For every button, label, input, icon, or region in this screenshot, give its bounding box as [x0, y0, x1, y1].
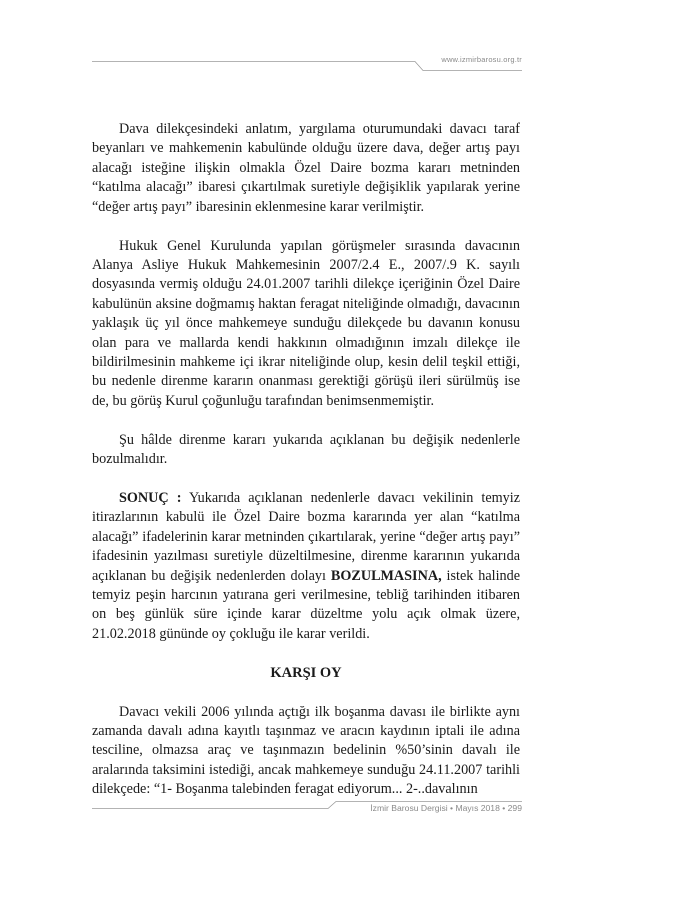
- paragraph-1: Dava dilekçesindeki anlatım, yargılama oturumundaki davacı taraf beyanları ve mahkemenin kabulünde olduğu üzere dava, değer artış payı alacağı isteğine ilişkin olmakla Özel Daire bozma kararı metninden “katılma alacağı” ibaresi çıkartılmak suretiyle değişiklik yapılarak yerine “değer artış payı” ibaresinin eklenmesine karar verilmiştir.: [92, 121, 520, 215]
- paragraph-3: Şu hâlde direnme kararı yukarıda açıklanan bu değişik nedenlerle bozulmalıdır.: [92, 431, 520, 468]
- verdict-decision: BOZULMASINA,: [330, 567, 442, 584]
- site-url[interactable]: www.izmirbarosu.org.tr: [441, 55, 522, 64]
- page-body: [92, 120, 520, 800]
- verdict-text-2: istek halinde temyiz peşin harcının yatırana geri verilmesine, tebliğ tarihinden itibaren on beş günlük süre içinde karar düzeltme yolu açık olmak üzere, 21.02.2018 gününde oy çokluğu ile karar verildi.: [92, 567, 520, 642]
- paragraph-4-verdict: [92, 489, 520, 644]
- paragraph-2: Hukuk Genel Kurulunda yapılan görüşmeler sırasında davacının Alanya Asliye Hukuk Mahkemesinin 2007/2.4 E., 2007/.9 K. sayılı dosyasında vermiş olduğu 24.01.2007 tarihli dilekçe içeriğinin Özel Daire kabulünün aksine doğmamış haktan feragat niteliğinde olmadığı, davacının yaklaşık üç yıl önce mahkemeye sunduğu dilekçede bu davanın konusu olan para ve mallarda kendi hakkının olmadığının imzalı dilekçe ile bildirilmesinin mahkeme içi ikrar niteliğinde olup, kesin delil teşkil ettiği, bu nedenle direnme kararın onanması gerektiği görüşü ileri sürülmüş ise de, bu görüş Kurul çoğunluğu tarafından benimsenmemiştir.: [92, 237, 520, 409]
- paragraph-5: Davacı vekili 2006 yılında açtığı ilk boşanma davası ile birlikte aynı zamanda davalı adına kayıtlı taşınmaz ve aracın kaydının iptali ile adına tesciline, olmazsa araç ve taşınmazın bedelinin %50’sinin davalı ile aralarında taksimini istediği, ancak mahkemeye sunduğu 24.11.2007 tarihli dilekçede: “1- Boşanma talebinden feragat ediyorum... 2-..davalının: [92, 703, 520, 798]
- verdict-label: SONUÇ :: [119, 490, 182, 506]
- footer-journal-info: İzmir Barosu Dergisi • Mayıs 2018 • 299: [370, 803, 522, 813]
- section-heading-dissent: KARŞI OY: [270, 664, 342, 681]
- verdict-text-1: Yukarıda açıklanan nedenlerle davacı vekilinin temyiz itirazlarının kabulü ile Özel Daire bozma kararında yer alan “katılma alacağı” ifadelerinin karar metninden çıkartılarak, yerine “değer artış payı” ifadesinin yazılması suretiyle düzeltilmesine, direnme kararının yukarıda açıklanan bu değişik nedenlerden dolayı: [92, 490, 520, 584]
